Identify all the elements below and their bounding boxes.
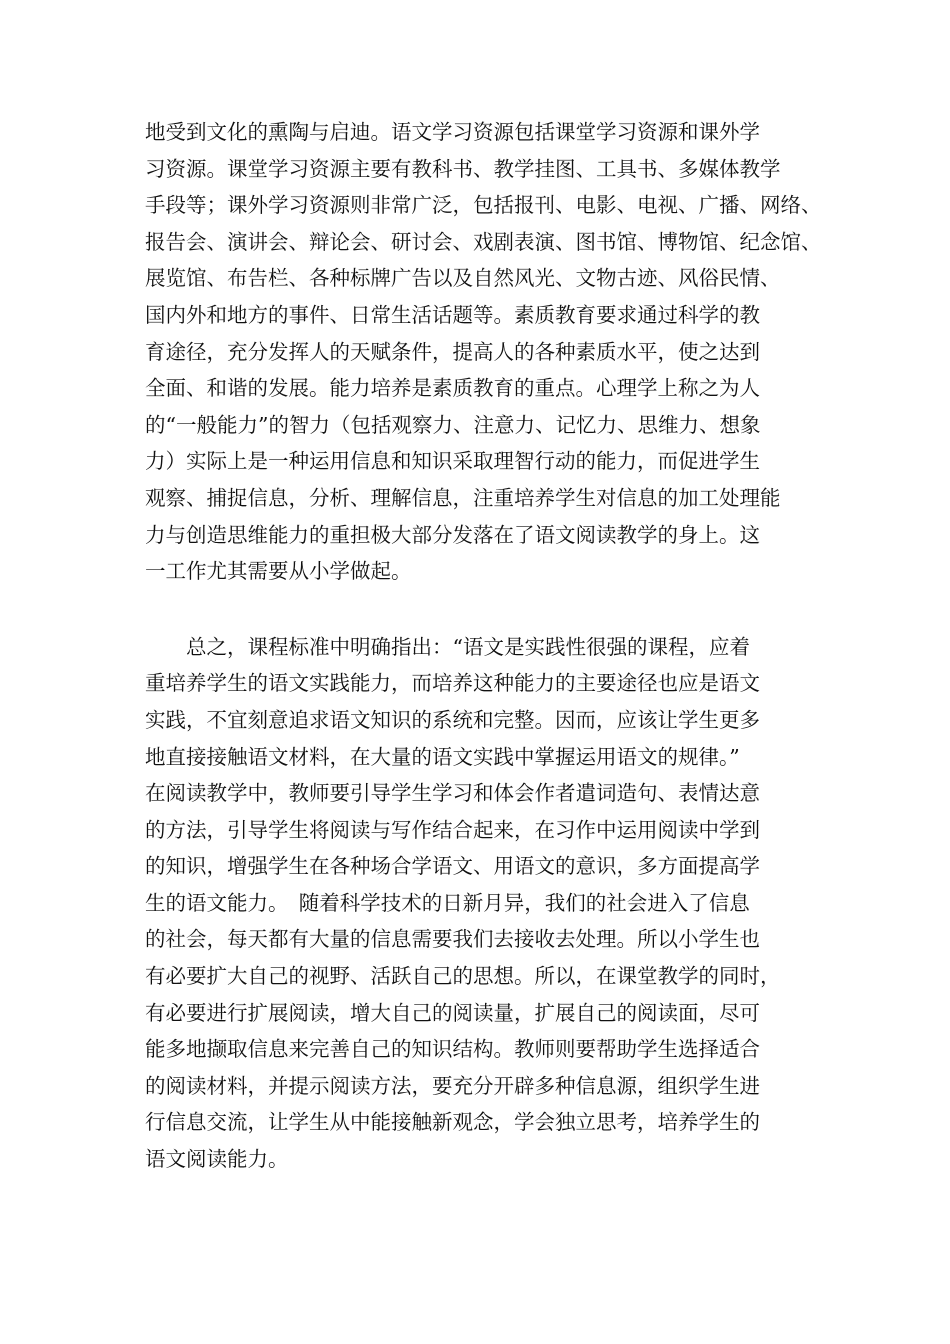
text-line: 手段等；课外学习资源则非常广泛，包括报刊、电影、电视、广播、网络、 (145, 193, 822, 218)
text-line: 育途径，充分发挥人的天赋条件，提高人的各种素质水平，使之达到 (145, 339, 760, 364)
text-line: 力与创造思维能力的重担极大部分发落在了语文阅读教学的身上。这 (145, 522, 760, 547)
text-line: 的社会，每天都有大量的信息需要我们去接收去处理。所以小学生也 (145, 927, 760, 952)
text-line: 一工作尤其需要从小学做起。 (145, 559, 412, 584)
text-line: 能多地撷取信息来完善自己的知识结构。教师则要帮助学生选择适合 (145, 1037, 760, 1062)
paragraph-2 (145, 629, 815, 1178)
text-line: 的阅读材料，并提示阅读方法，要充分开辟多种信息源，组织学生进 (145, 1073, 760, 1098)
text-line: 语文阅读能力。 (145, 1147, 289, 1172)
text-line: 在阅读教学中，教师要引导学生学习和体会作者遣词造句、表情达意 (145, 781, 760, 806)
text-line: 总之，课程标准中明确指出：“语文是实践性很强的课程，应着 (145, 634, 750, 659)
text-line: 国内外和地方的事件、日常生活话题等。素质教育要求通过科学的教 (145, 302, 760, 327)
paragraph-spacer (145, 590, 815, 629)
text-line: 重培养学生的语文实践能力，而培养这种能力的主要途径也应是语文 (145, 671, 760, 696)
text-line: 观察、捕捉信息，分析、理解信息，注重培养学生对信息的加工处理能 (145, 485, 781, 510)
text-line: 有必要扩大自己的视野、活跃自己的思想。所以，在课堂教学的同时， (145, 964, 781, 989)
paragraph-1 (145, 114, 822, 590)
text-line: 报告会、演讲会、辩论会、研讨会、戏剧表演、图书馆、博物馆、纪念馆、 (145, 229, 822, 254)
text-line: 力）实际上是一种运用信息和知识采取理智行动的能力，而促进学生 (145, 449, 760, 474)
document-body (145, 114, 822, 1178)
text-line: 地直接接触语文材料，在大量的语文实践中掌握运用语文的规律。” (145, 744, 740, 769)
text-line: 的知识，增强学生在各种场合学语文、用语文的意识，多方面提高学 (145, 854, 760, 879)
text-line: 实践，不宜刻意追求语文知识的系统和完整。因而，应该让学生更多 (145, 707, 760, 732)
text-line: 展览馆、布告栏、各种标牌广告以及自然风光、文物古迹、风俗民情、 (145, 266, 781, 291)
text-line: 的方法，引导学生将阅读与写作结合起来，在习作中运用阅读中学到 (145, 817, 760, 842)
text-line: 的“一般能力”的智力（包括观察力、注意力、记忆力、思维力、想象 (145, 412, 761, 437)
text-line: 生的语文能力。 随着科学技术的日新月异，我们的社会进入了信息 (145, 890, 750, 915)
text-line: 行信息交流，让学生从中能接触新观念，学会独立思考，培养学生的 (145, 1110, 760, 1135)
text-line: 习资源。课堂学习资源主要有教科书、教学挂图、工具书、多媒体教学 (145, 156, 781, 181)
text-line: 地受到文化的熏陶与启迪。语文学习资源包括课堂学习资源和课外学 (145, 120, 760, 144)
text-line: 有必要进行扩展阅读，增大自己的阅读量，扩展自己的阅读面，尽可 (145, 1000, 760, 1025)
text-line: 全面、和谐的发展。能力培养是素质教育的重点。心理学上称之为人 (145, 376, 760, 401)
